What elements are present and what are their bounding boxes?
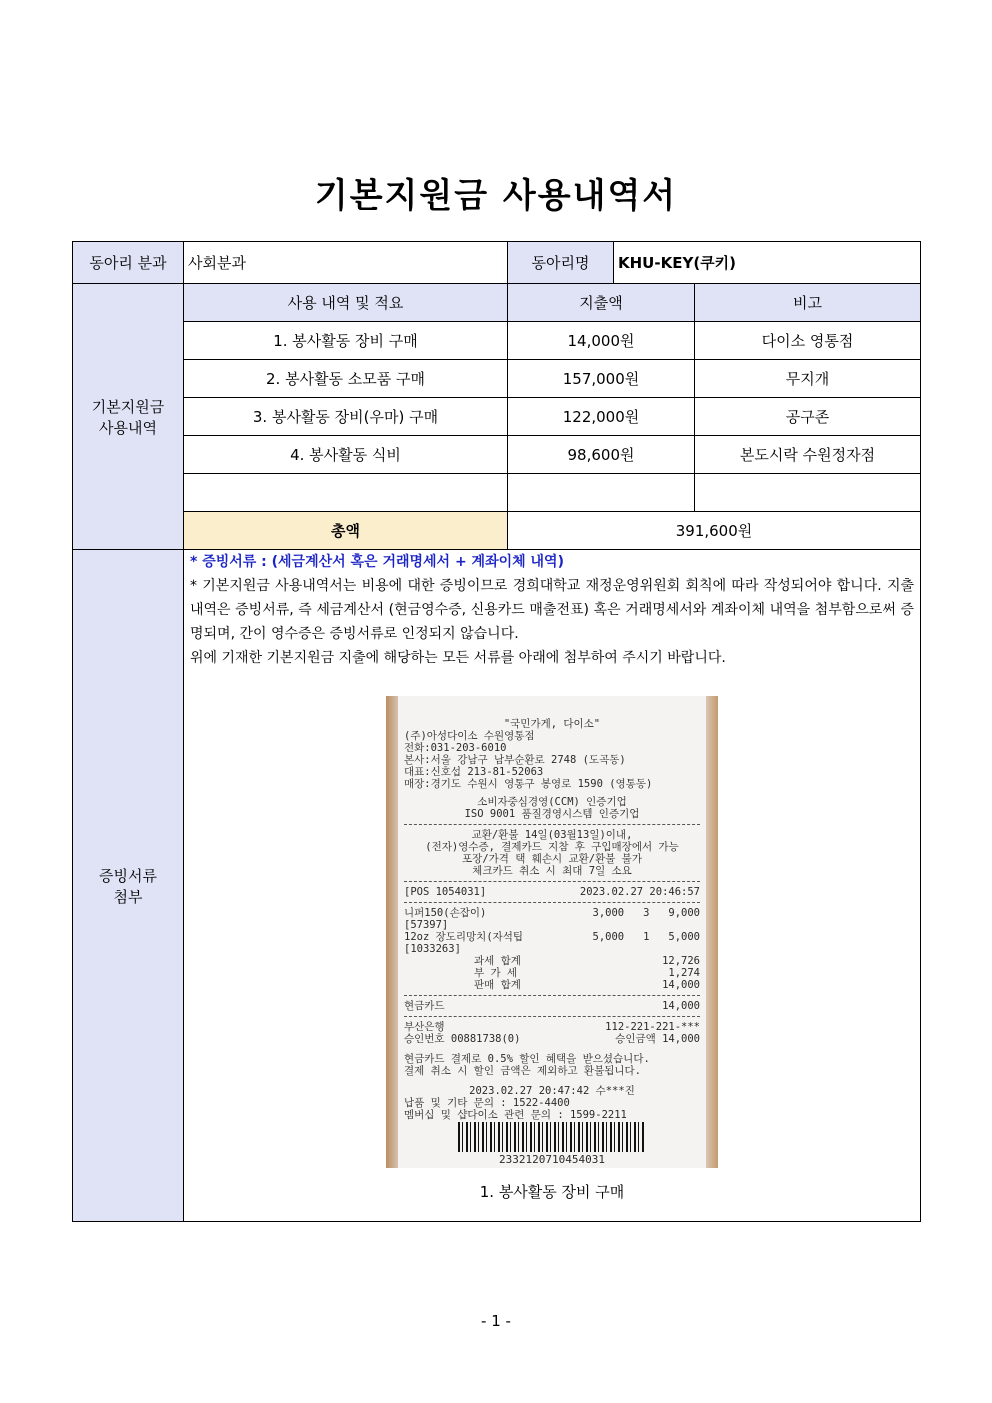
- receipt-discount2: 결제 취소 시 할인 금액은 제외하고 환불됩니다.: [404, 1065, 641, 1077]
- usage-row-empty: [73, 474, 921, 512]
- page-number: - 1 -: [481, 1312, 511, 1330]
- receipt-divider: [404, 824, 700, 825]
- receipt-inquiry2: 멤버십 및 샵다이소 관련 문의 : 1599-2211: [404, 1109, 627, 1121]
- receipt-paper: [398, 696, 706, 1168]
- receipt-policy3: 포장/가격 택 훼손시 교환/환불 불가: [462, 853, 642, 865]
- usage-note: 본도시락 수원정자점: [695, 436, 921, 474]
- document-title: 기본지원금 사용내역서: [314, 176, 678, 216]
- receipt-divider: [404, 995, 700, 996]
- receipt-vat-value: 1,274: [668, 967, 700, 979]
- receipt-hq: 본사:서울 강남구 남부순환로 2748 (도곡동): [404, 754, 626, 766]
- usage-desc: [184, 474, 508, 512]
- usage-report-table: [72, 241, 921, 1222]
- usage-note: [695, 474, 921, 512]
- receipt-approval-row: [404, 1033, 700, 1045]
- receipt-item-total: 9,000: [668, 907, 700, 919]
- receipt-taxable-value: 12,726: [662, 955, 700, 967]
- usage-label-line2: 사용내역: [99, 418, 157, 437]
- receipt-barcode-number: 2332120710454031: [499, 1153, 605, 1166]
- usage-columns-row: [73, 284, 921, 322]
- receipt-company: (주)아성다이소 수원영통점: [404, 730, 535, 742]
- receipt-item-total: 5,000: [668, 931, 700, 943]
- receipt-item-qty: 1: [643, 931, 650, 943]
- receipt-divider: [404, 902, 700, 903]
- receipt-bank-row: [404, 1021, 700, 1033]
- receipt-datetime: 2023.02.27 20:46:57: [579, 886, 700, 898]
- receipt-item-code: [1033263]: [404, 943, 461, 955]
- usage-row: [73, 398, 921, 436]
- total-value: 391,600원: [508, 512, 921, 550]
- evidence-label-line2: 첨부: [113, 887, 143, 906]
- receipt-cert1: 소비자중심경영(CCM) 인증기업: [477, 796, 627, 808]
- usage-desc: 4. 봉사활동 식비: [184, 436, 508, 474]
- receipt-sales-label: 판매 합계: [474, 979, 521, 991]
- receipt-bank: 부산은행: [404, 1021, 445, 1033]
- receipt-item-price: 5,000: [592, 931, 625, 943]
- receipt-discount1: 현금카드 결제로 0.5% 할인 혜택을 받으셨습니다.: [404, 1053, 650, 1065]
- usage-note: 무지개: [695, 360, 921, 398]
- category-label: 동아리 분과: [73, 242, 184, 284]
- receipt-vat-row: [404, 967, 700, 979]
- evidence-label-line1: 증빙서류: [99, 866, 157, 885]
- usage-section-label: [73, 284, 184, 550]
- usage-amount: 98,600원: [508, 436, 695, 474]
- receipt-ceo: 대표:신호섭 213-81-52063: [404, 766, 544, 778]
- receipt-item-row: [404, 907, 700, 919]
- receipt-footer-datetime: 2023.02.27 20:47:42 수***진: [469, 1085, 635, 1097]
- receipt-item-name: 니퍼150(손잡이): [404, 907, 487, 919]
- club-label: 동아리명: [508, 242, 614, 284]
- receipt-policy2: (전자)영수증, 결제카드 지참 후 구입매장에서 가능: [425, 841, 679, 853]
- receipt-barcode: [458, 1122, 646, 1152]
- receipt-approval-amount: 승인금액 14,000: [615, 1033, 700, 1045]
- usage-desc: 1. 봉사활동 장비 구매: [184, 322, 508, 360]
- receipt-vat-label: 부 가 세: [474, 967, 518, 979]
- receipt-pos: [POS 1054031]: [404, 886, 487, 898]
- usage-amount: [508, 474, 695, 512]
- category-value: 사회분과: [184, 242, 508, 284]
- receipt-approval: 승인번호 00881738(0): [404, 1033, 521, 1045]
- evidence-content: [184, 550, 921, 1222]
- evidence-paragraph-1: * 기본지원금 사용내역서는 비용에 대한 증빙이므로 경희대학교 재정운영위원회 회칙에 따라 작성되어야 합니다. 지출 내역은 증빙서류, 즉 세금계산서 (현금영수증, 신용카드 매출전표) 혹은 거래명세서와 계좌이체 내역을 첨부함으로써 증명되며, 간이 영수증은 증빙서류로 인정되지 않습니다.: [190, 578, 915, 642]
- receipt-item-row: [404, 931, 700, 943]
- usage-row: [73, 322, 921, 360]
- col-header-amount: 지출액: [508, 284, 695, 322]
- receipt-item-name: 12oz 장도리망치(자석팁: [404, 931, 524, 943]
- receipt-phone: 전화:031-203-6010: [404, 742, 507, 754]
- receipt-cashcard-row: [404, 1000, 700, 1012]
- receipt-item-code: [57397]: [404, 919, 449, 931]
- receipt-account: 112-221-221-***: [605, 1021, 700, 1033]
- col-header-note: 비고: [695, 284, 921, 322]
- receipt-pos-row: [404, 886, 700, 898]
- usage-row: [73, 436, 921, 474]
- receipt-cashcard-value: 14,000: [662, 1000, 700, 1012]
- header-row: [73, 242, 921, 284]
- receipt-divider: [404, 881, 700, 882]
- receipt-item-qty: 3: [643, 907, 650, 919]
- receipt-taxable-label: 과세 합계: [474, 955, 521, 967]
- usage-note: 공구존: [695, 398, 921, 436]
- receipt-divider: [404, 1016, 700, 1017]
- total-label: 총액: [184, 512, 508, 550]
- club-value: KHU-KEY(쿠키): [614, 242, 921, 284]
- usage-amount: 122,000원: [508, 398, 695, 436]
- col-header-desc: 사용 내역 및 적요: [184, 284, 508, 322]
- total-row: [73, 512, 921, 550]
- receipt-slogan: "국민가게, 다이소": [503, 718, 601, 730]
- receipt-caption: 1. 봉사활동 장비 구매: [479, 1183, 625, 1201]
- usage-desc: 3. 봉사활동 장비(우마) 구매: [184, 398, 508, 436]
- receipt-sales-row: [404, 979, 700, 991]
- evidence-section-label: [73, 550, 184, 1222]
- evidence-row: [73, 550, 921, 1222]
- receipt-cashcard-label: 현금카드: [404, 1000, 445, 1012]
- receipt-taxable-row: [404, 955, 700, 967]
- evidence-paragraph-2: 위에 기재한 기본지원금 지출에 해당하는 모든 서류를 아래에 첨부하여 주시기 바랍니다.: [190, 650, 726, 666]
- receipt-sales-value: 14,000: [662, 979, 700, 991]
- receipt-photo: [386, 696, 718, 1168]
- usage-amount: 157,000원: [508, 360, 695, 398]
- receipt-photo-wrapper: [190, 670, 914, 1204]
- receipt-item-price: 3,000: [592, 907, 625, 919]
- usage-note: 다이소 영통점: [695, 322, 921, 360]
- usage-row: [73, 360, 921, 398]
- evidence-heading: * 증빙서류 : (세금계산서 혹은 거래명세서 + 계좌이체 내역): [190, 554, 564, 570]
- usage-amount: 14,000원: [508, 322, 695, 360]
- receipt-cert2: ISO 9001 품질경영시스템 인증기업: [464, 808, 640, 820]
- receipt-policy4: 체크카드 취소 시 최대 7일 소요: [472, 865, 632, 877]
- usage-label-line1: 기본지원금: [91, 397, 165, 416]
- receipt-policy1: 교환/환불 14일(03월13일)이내,: [471, 829, 633, 841]
- usage-desc: 2. 봉사활동 소모품 구매: [184, 360, 508, 398]
- receipt-inquiry1: 납품 및 기타 문의 : 1522-4400: [404, 1097, 570, 1109]
- receipt-shop: 매장:경기도 수원시 영통구 봉영로 1590 (영통동): [404, 778, 653, 790]
